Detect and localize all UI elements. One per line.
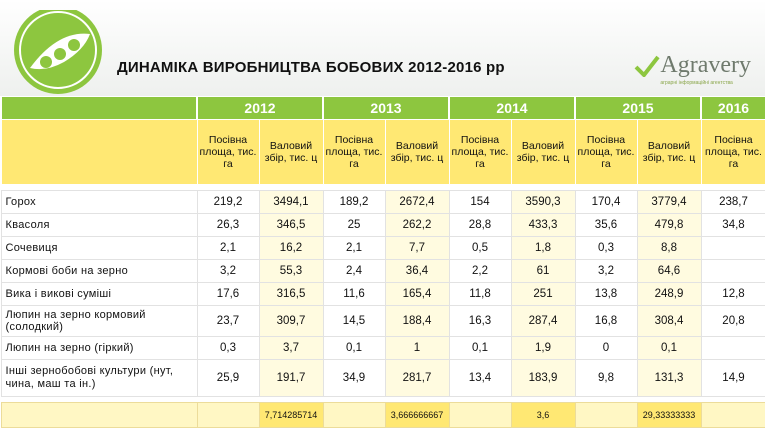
footer-cell — [449, 403, 511, 428]
table-row — [1, 306, 765, 337]
brand-logo — [634, 52, 751, 86]
crop-name: Вика і викові суміші — [1, 283, 197, 306]
yield-value: 55,3 — [259, 260, 323, 283]
yield-value: 309,7 — [259, 306, 323, 337]
yield-value: 1,9 — [511, 337, 575, 360]
table-row — [1, 260, 765, 283]
yield-value: 248,9 — [637, 283, 701, 306]
header-yield: Валовий збір, тис. ц — [385, 120, 449, 185]
column-header-row — [1, 120, 765, 185]
area-value: 11,8 — [449, 283, 511, 306]
area-value: 154 — [449, 191, 511, 214]
footer-cell — [575, 403, 637, 428]
footer-row — [1, 403, 765, 428]
yield-value: 2672,4 — [385, 191, 449, 214]
yield-value: 183,9 — [511, 360, 575, 397]
area-value: 13,8 — [575, 283, 637, 306]
area-value: 14,5 — [323, 306, 385, 337]
footer-cell: 3,666666667 — [385, 403, 449, 428]
area-value: 0,5 — [449, 237, 511, 260]
area-value: 34,8 — [701, 214, 765, 237]
table-row — [1, 283, 765, 306]
footer-cell — [701, 403, 765, 428]
crop-name: Сочевиця — [1, 237, 197, 260]
yield-value: 8,8 — [637, 237, 701, 260]
footer-cell: 29,33333333 — [637, 403, 701, 428]
year-2013: 2013 — [323, 97, 449, 120]
area-value: 219,2 — [197, 191, 259, 214]
area-value: 3,2 — [197, 260, 259, 283]
table-row — [1, 214, 765, 237]
crop-name: Люпин на зерно кормовий (солодкий) — [1, 306, 197, 337]
area-value: 16,3 — [449, 306, 511, 337]
area-value: 14,9 — [701, 360, 765, 397]
yield-value: 191,7 — [259, 360, 323, 397]
checkmark-icon — [634, 55, 660, 77]
yield-value: 131,3 — [637, 360, 701, 397]
table-row — [1, 237, 765, 260]
header-area: Посівна площа, тис. га — [449, 120, 511, 185]
yield-value: 1 — [385, 337, 449, 360]
year-header-row — [1, 97, 765, 120]
year-2014: 2014 — [449, 97, 575, 120]
area-value: 34,9 — [323, 360, 385, 397]
area-value: 0,1 — [323, 337, 385, 360]
crop-name: Квасоля — [1, 214, 197, 237]
header-area: Посівна площа, тис. га — [701, 120, 765, 185]
year-2012: 2012 — [197, 97, 323, 120]
area-value: 2,2 — [449, 260, 511, 283]
area-value: 26,3 — [197, 214, 259, 237]
header-yield: Валовий збір, тис. ц — [637, 120, 701, 185]
yield-value: 316,5 — [259, 283, 323, 306]
area-value: 11,6 — [323, 283, 385, 306]
area-value: 17,6 — [197, 283, 259, 306]
area-value: 25,9 — [197, 360, 259, 397]
area-value: 170,4 — [575, 191, 637, 214]
area-value: 16,8 — [575, 306, 637, 337]
yield-value: 281,7 — [385, 360, 449, 397]
table-row — [1, 337, 765, 360]
footer-cell — [323, 403, 385, 428]
area-value: 12,8 — [701, 283, 765, 306]
yield-value: 165,4 — [385, 283, 449, 306]
area-value: 0,1 — [449, 337, 511, 360]
area-value: 0,3 — [575, 237, 637, 260]
area-value: 23,7 — [197, 306, 259, 337]
footer-cell — [197, 403, 259, 428]
yield-value: 262,2 — [385, 214, 449, 237]
crop-name: Кормові боби на зерно — [1, 260, 197, 283]
page-title: ДИНАМІКА ВИРОБНИЦТВА БОБОВИХ 2012-2016 рр — [117, 59, 505, 76]
table-row — [1, 360, 765, 397]
area-value: 3,2 — [575, 260, 637, 283]
data-table — [0, 96, 765, 428]
area-value: 2,1 — [323, 237, 385, 260]
yield-value: 16,2 — [259, 237, 323, 260]
area-value: 9,8 — [575, 360, 637, 397]
footer-cell: 7,714285714 — [259, 403, 323, 428]
yield-value: 251 — [511, 283, 575, 306]
area-value — [701, 260, 765, 283]
yield-value: 287,4 — [511, 306, 575, 337]
header-area: Посівна площа, тис. га — [575, 120, 637, 185]
area-value — [701, 337, 765, 360]
yield-value: 346,5 — [259, 214, 323, 237]
crop-name: Інші зернобобові культури (нут, чина, маш та ін.) — [1, 360, 197, 397]
yield-value: 36,4 — [385, 260, 449, 283]
header-yield: Валовий збір, тис. ц — [511, 120, 575, 185]
yield-value: 3,7 — [259, 337, 323, 360]
yield-value: 479,8 — [637, 214, 701, 237]
header-area: Посівна площа, тис. га — [323, 120, 385, 185]
table-row — [1, 191, 765, 214]
yield-value: 3779,4 — [637, 191, 701, 214]
yield-value: 3494,1 — [259, 191, 323, 214]
brand-name: Agravery — [660, 52, 751, 78]
area-value: 238,7 — [701, 191, 765, 214]
area-value: 25 — [323, 214, 385, 237]
header-area: Посівна площа, тис. га — [197, 120, 259, 185]
pea-pod-icon — [8, 10, 108, 110]
yield-value: 188,4 — [385, 306, 449, 337]
area-value: 0 — [575, 337, 637, 360]
area-value: 28,8 — [449, 214, 511, 237]
header-yield: Валовий збір, тис. ц — [259, 120, 323, 185]
crop-name: Люпин на зерно (гіркий) — [1, 337, 197, 360]
yield-value: 308,4 — [637, 306, 701, 337]
footer-cell: 3,6 — [511, 403, 575, 428]
area-value — [701, 237, 765, 260]
header — [0, 0, 765, 96]
area-value: 20,8 — [701, 306, 765, 337]
yield-value: 7,7 — [385, 237, 449, 260]
yield-value: 3590,3 — [511, 191, 575, 214]
crop-name: Горох — [1, 191, 197, 214]
yield-value: 64,6 — [637, 260, 701, 283]
year-2015: 2015 — [575, 97, 701, 120]
area-value: 2,4 — [323, 260, 385, 283]
year-2016: 2016 — [701, 97, 765, 120]
yield-value: 61 — [511, 260, 575, 283]
yield-value: 1,8 — [511, 237, 575, 260]
area-value: 189,2 — [323, 191, 385, 214]
area-value: 13,4 — [449, 360, 511, 397]
area-value: 0,3 — [197, 337, 259, 360]
brand-tagline: аграрні інформаційні агентства — [660, 80, 733, 86]
yield-value: 433,3 — [511, 214, 575, 237]
area-value: 2,1 — [197, 237, 259, 260]
yield-value: 0,1 — [637, 337, 701, 360]
area-value: 35,6 — [575, 214, 637, 237]
